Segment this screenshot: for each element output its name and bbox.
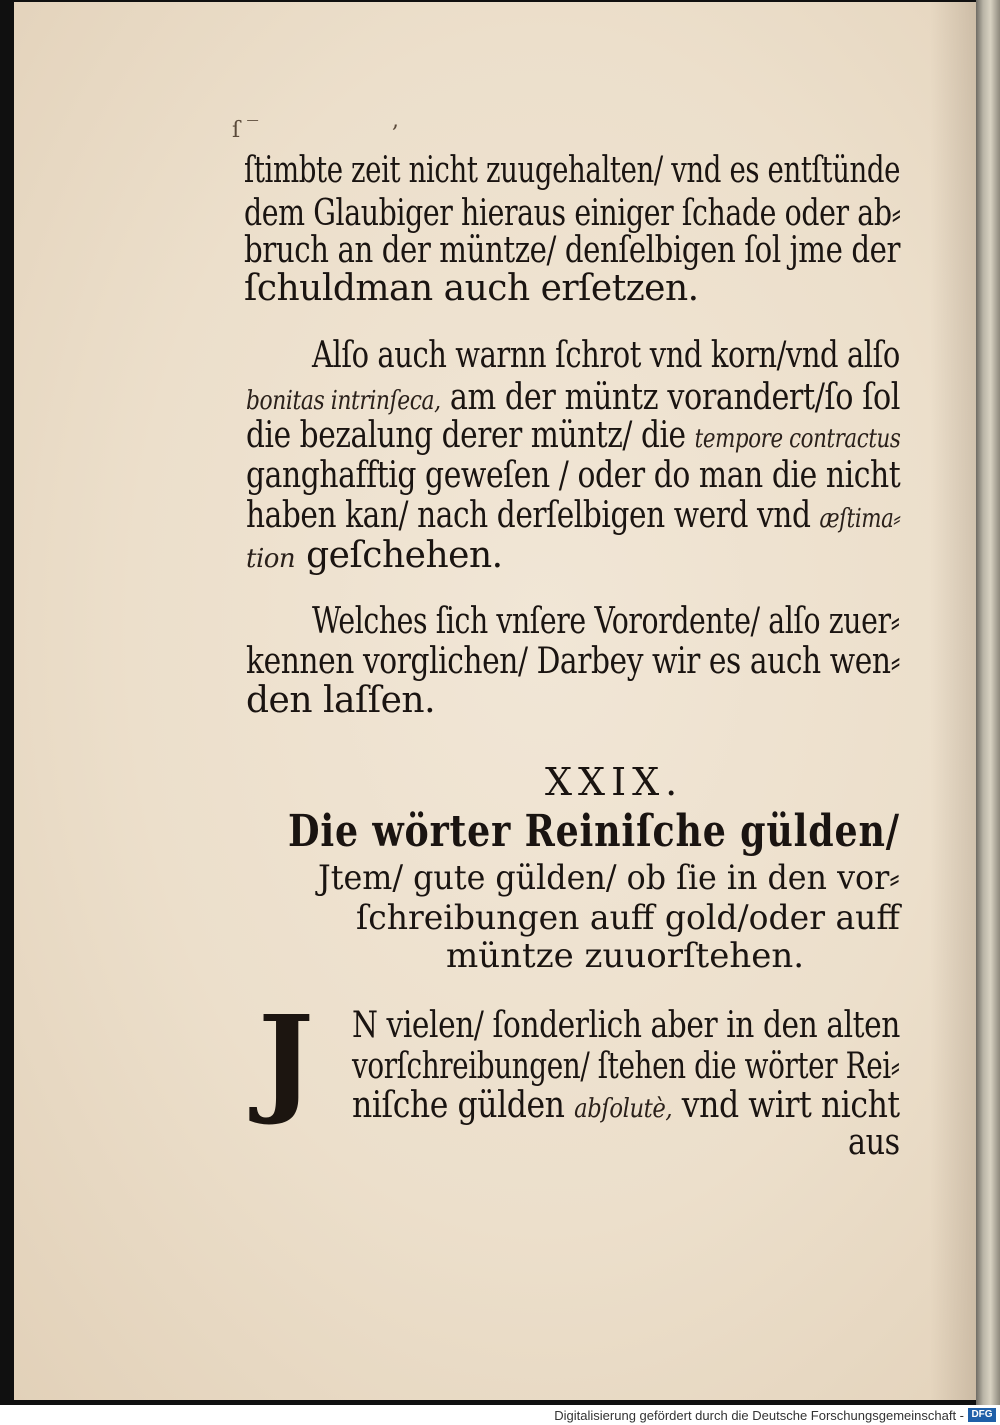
text-span: geſchehen. — [306, 535, 503, 576]
latin-phrase: tion — [246, 544, 296, 574]
text-line — [246, 377, 900, 418]
text-line: den laſſen. — [246, 680, 436, 721]
page-gutter-shadow — [930, 2, 976, 1400]
margin-mark: ſ ‾ — [232, 118, 259, 143]
text-span: vnd wirt nicht — [681, 1085, 900, 1126]
text-span: niſche gülden — [352, 1085, 565, 1126]
text-span: haben kan/ nach derſelbigen werd vnd — [246, 495, 811, 536]
latin-phrase: tempore contractus — [694, 424, 901, 454]
margin-mark: , — [392, 108, 399, 133]
latin-phrase: abſolutè, — [574, 1094, 673, 1124]
text-line: ſtimbte zeit nicht zuugehalten/ vnd es entſtünde — [244, 150, 901, 191]
text-line: dem Glaubiger hieraus einiger ſchade oder ab⸗ — [244, 193, 901, 234]
text-line — [246, 415, 900, 456]
text-line: vorſchreibungen/ ſtehen die wörter Rei⸗ — [352, 1046, 900, 1087]
latin-phrase: æſtima⸗ — [819, 504, 901, 534]
text-line — [246, 495, 900, 536]
heading-line: ſchreibungen auff gold/oder auff — [356, 898, 900, 938]
decorated-initial: J — [258, 989, 314, 1128]
heading-line: müntze zuuorſtehen. — [446, 936, 805, 976]
catchword: aus — [848, 1122, 900, 1163]
text-line: ganghafftig geweſen / oder do man die nicht — [246, 455, 901, 496]
text-span: am der müntz vorandert/ſo ſol — [449, 377, 901, 418]
text-line: Welches ſich vnſere Vorordente/ alſo zuer⸗ — [312, 601, 900, 642]
dfg-logo-icon: DFG — [968, 1408, 996, 1422]
text-line: kennen vorglichen/ Darbey wir es auch wen⸗ — [246, 641, 901, 682]
funding-notice: Digitalisierung gefördert durch die Deutsche Forschungsgemeinschaft - — [554, 1408, 964, 1423]
heading-line: Jtem/ gute gülden/ ob ſie in den vor⸗ — [318, 858, 900, 898]
text-line — [352, 1085, 900, 1126]
text-line: N vielen/ ſonderlich aber in den alten — [352, 1005, 900, 1046]
text-line: Alſo auch warnn ſchrot vnd korn/vnd alſo — [312, 335, 900, 376]
section-number: XXIX. — [545, 760, 684, 804]
text-span: die bezalung derer müntz/ die — [246, 415, 686, 456]
page-edge — [976, 0, 1000, 1405]
text-line: ſchuldman auch erſetzen. — [244, 268, 699, 309]
heading-line: Die wörter Reiniſche gülden/ — [288, 806, 900, 857]
latin-phrase: bonitas intrinſeca, — [246, 386, 441, 416]
text-line: bruch an der müntze/ denſelbigen ſol jme der — [244, 230, 901, 271]
text-line — [246, 535, 503, 576]
footer-bar — [0, 1405, 1000, 1425]
